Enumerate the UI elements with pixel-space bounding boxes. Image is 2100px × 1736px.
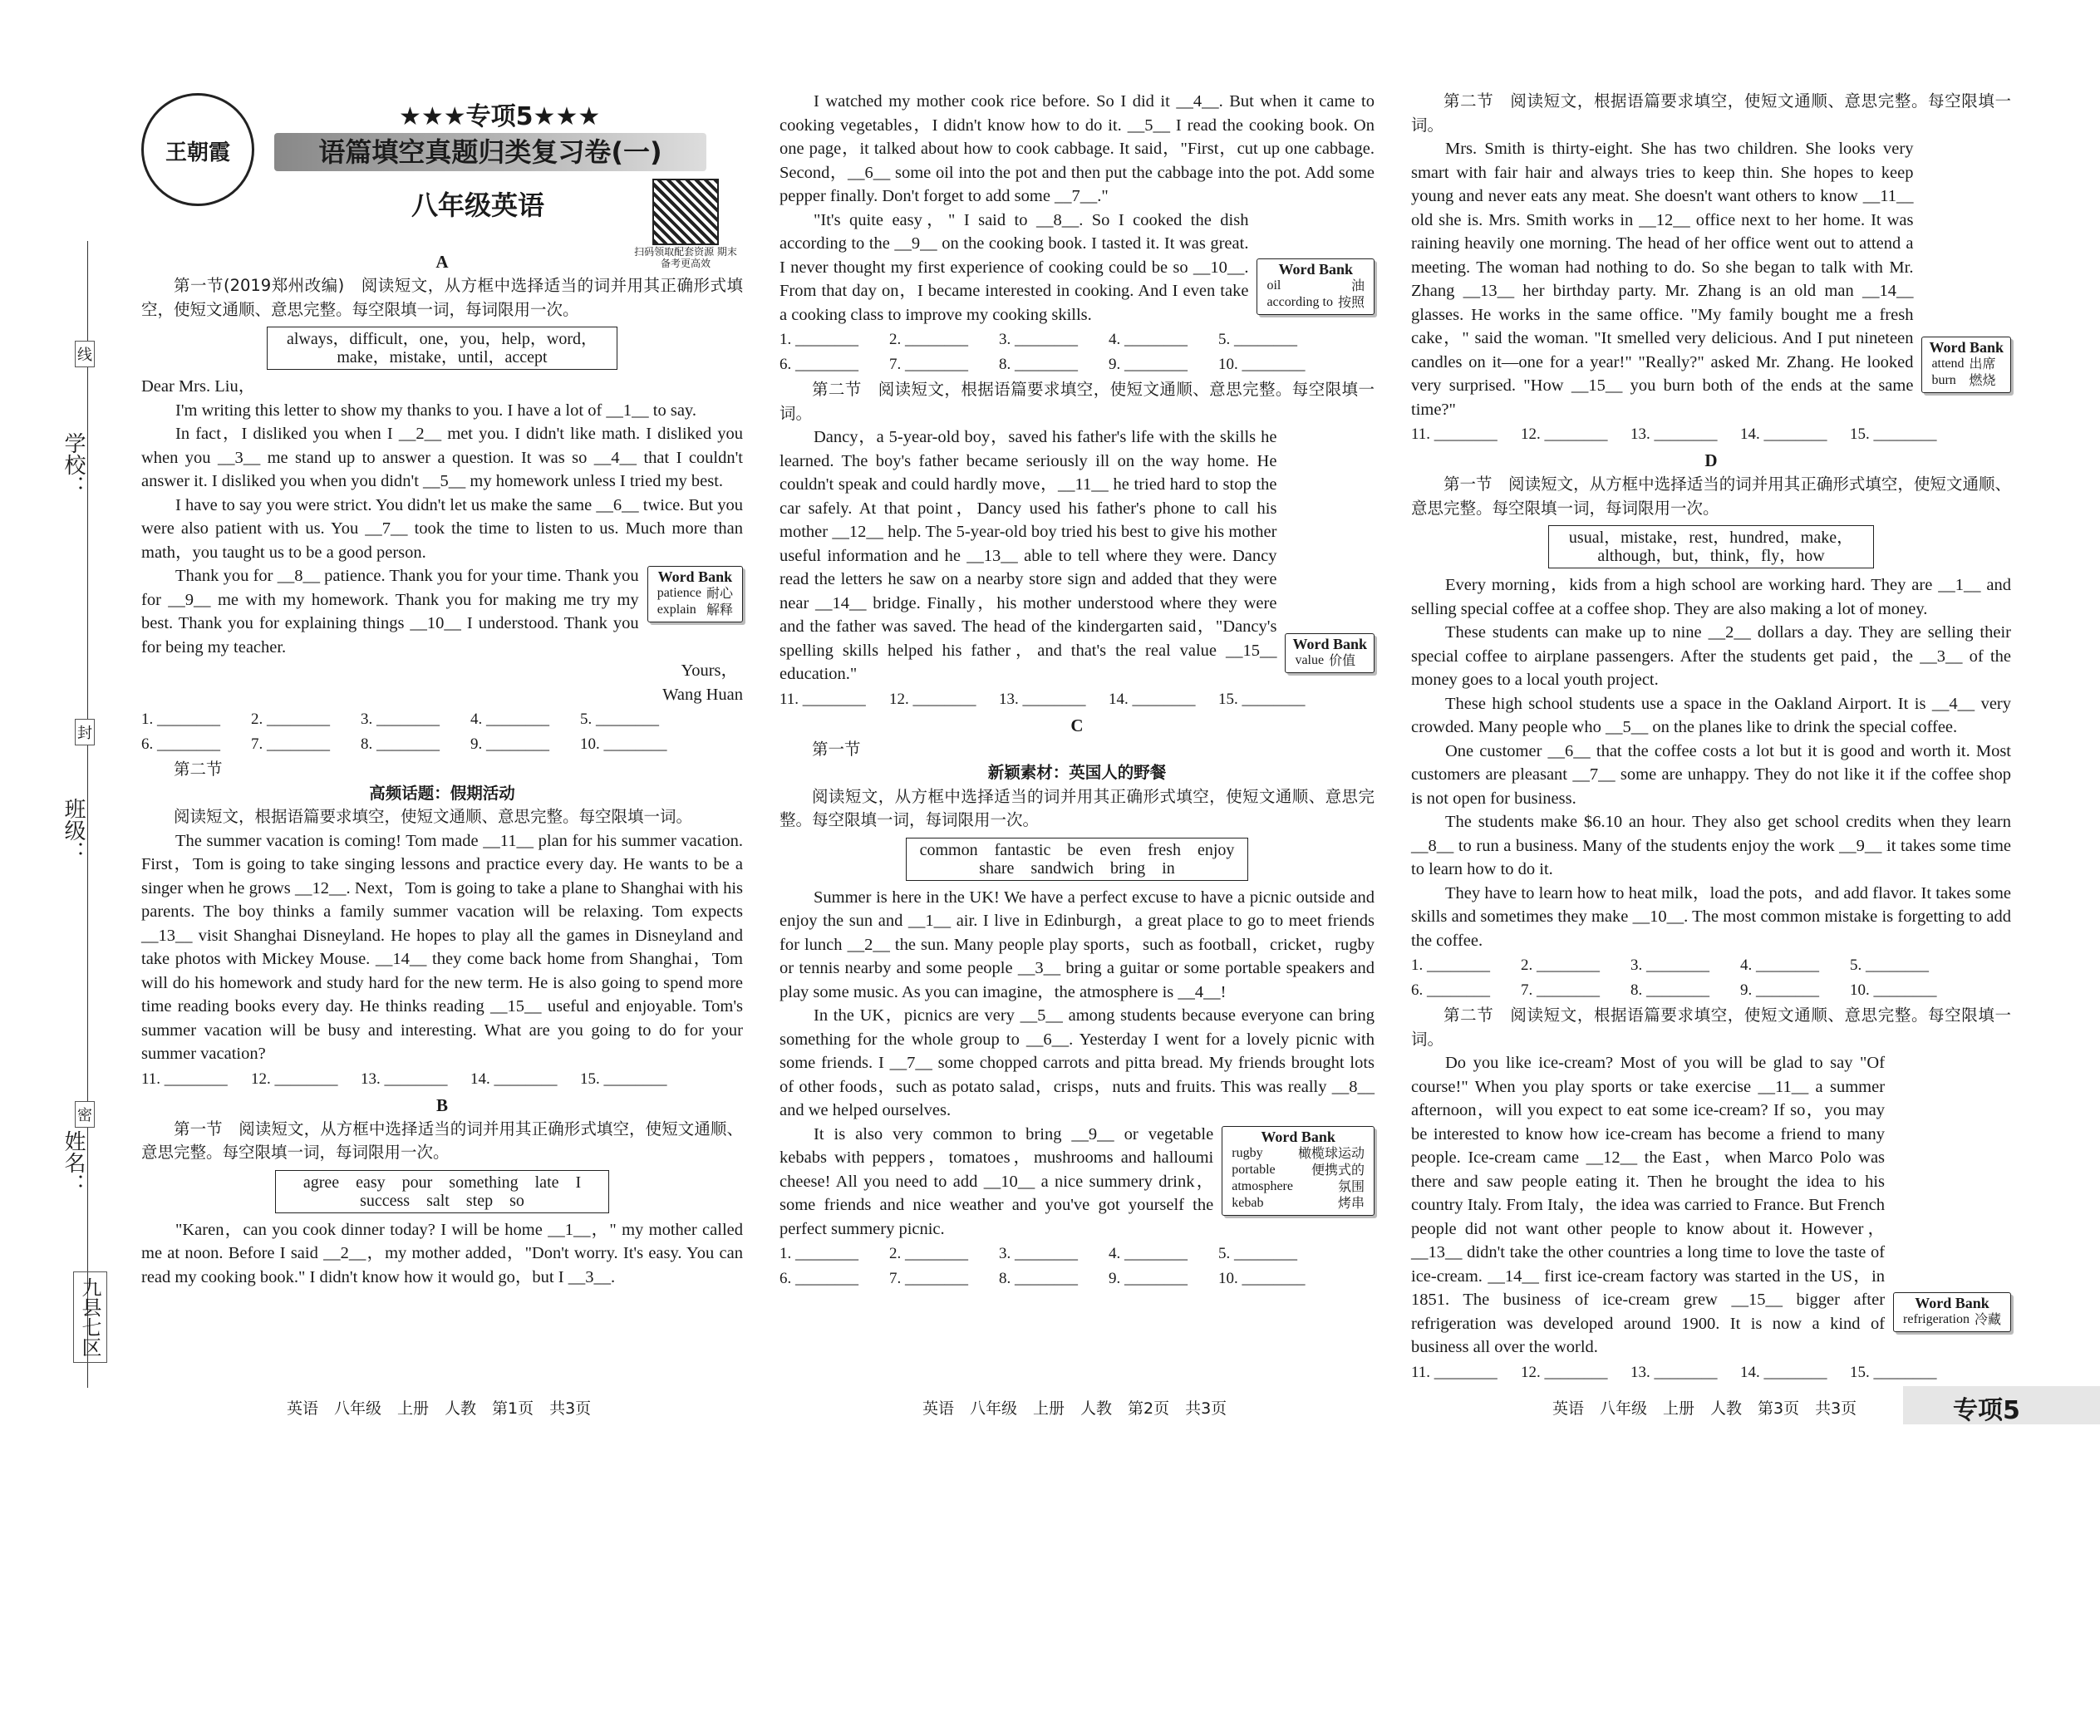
page-footer-2: 英语 八年级 上册 人教 第2页 共3页: [922, 1399, 1227, 1418]
word-bank-term: rugby: [1232, 1145, 1263, 1160]
answer-blank[interactable]: 10. ________: [1218, 356, 1306, 373]
answer-row-6-10[interactable]: [1411, 979, 2011, 1002]
word-bank-c2: [1921, 337, 2011, 393]
section-b2-instructions: 第二节 阅读短文，根据语篇要求填空，使短文通顺、意思完整。每空限填一词。: [780, 380, 1375, 423]
word-bank-meaning: 按照: [1337, 293, 1365, 310]
answer-blank[interactable]: 1. ________: [1411, 957, 1490, 974]
answer-row-11-15[interactable]: [780, 688, 1375, 711]
letter-paragraph: In fact，I disliked you when I __2__ met you. I didn't like math. I disliked you when you __3__ me stand up to answer a question. It was so __4__ that I couldn't answer it. I disliked you when you didn't __5__ my homework unless I tried my best.: [141, 425, 743, 490]
word-bank-title: Word Bank: [1261, 1128, 1335, 1145]
answer-blank[interactable]: 13. ________: [999, 690, 1086, 708]
answer-blank[interactable]: 6. ________: [141, 735, 220, 753]
answer-blank[interactable]: 7. ________: [889, 356, 968, 373]
word-bank-term: burn: [1931, 373, 1956, 387]
section-c2-instructions: 第二节 阅读短文，根据语篇要求填空，使短文通顺、意思完整。每空限填一词。: [1411, 91, 2011, 135]
word-bank-meaning: 便携式的: [1311, 1161, 1365, 1178]
answer-blank[interactable]: 11. ________: [1411, 1363, 1498, 1381]
section-d1-word-box: usual，mistake，rest，hundred，make，although，but，think，fly，how: [1548, 525, 1874, 568]
letter-paragraph: Thank you for __8__ patience. Thank you for your time. Thank you for __9__ me with my homework. Thank you for making me try my best. Thank you for explaining things __10__ I understood. Thank you for being my teacher.: [141, 567, 639, 657]
answer-blank[interactable]: 7. ________: [1521, 981, 1600, 999]
answer-blank[interactable]: 13. ________: [1630, 1363, 1718, 1381]
letter-paragraph: I'm writing this letter to show my thanks to you. I have a lot of __1__ to say.: [175, 401, 696, 420]
answer-row-1-5[interactable]: [780, 1242, 1375, 1266]
answer-blank[interactable]: 9. ________: [1109, 1270, 1188, 1287]
column-2: [780, 90, 1375, 1576]
word-bank-d2: [1893, 1292, 2011, 1332]
section-d2-passage: Do you like ice-cream? Most of you will be glad to say "Of course!" When you play sports or take exercise __11__ a summer afternoon，will you expect to eat some ice-cream? If so，you may be interested to know how ice-cream has become a friend to many people. Ice-cream came __12__ the East，when Marco Polo was there and saw people eating it. Then he brought the idea to his country Italy. From Italy，the idea was carried to France. But French people did not want other people to know about it. However，__13__ didn't take the other countries a long time to love the taste of ice-cream. __14__ first ice-cream factory was started in the US，in 1851. The business of ice-cream grew __15__ bigger after refrigeration was developed around 1900. It is now a kind of business all over the world.: [1411, 1054, 1886, 1356]
word-bank-a1: [647, 566, 743, 622]
answer-blank[interactable]: 13. ________: [361, 1070, 448, 1088]
answer-blank[interactable]: 15. ________: [1850, 425, 1937, 443]
qr-code[interactable]: [652, 179, 719, 245]
answer-blank[interactable]: 7. ________: [889, 1270, 968, 1287]
answer-blank[interactable]: 6. ________: [780, 1270, 858, 1287]
answer-blank[interactable]: 5. ________: [1218, 331, 1297, 348]
answer-blank[interactable]: 14. ________: [1109, 690, 1196, 708]
badge-strip: [1903, 1386, 2100, 1424]
answer-blank[interactable]: 3. ________: [1630, 957, 1709, 974]
answer-row-11-15[interactable]: [1411, 1361, 2011, 1384]
word-bank-meaning: 价值: [1329, 652, 1356, 668]
answer-blank[interactable]: 13. ________: [1630, 425, 1718, 443]
answer-blank[interactable]: 15. ________: [580, 1070, 667, 1088]
word-bank-title: Word Bank: [1278, 260, 1353, 278]
section-d-label: D: [1704, 450, 1718, 470]
series-label: ★★★专项5★★★: [399, 102, 601, 131]
section-a2-topic: 高频话题：假期活动: [369, 783, 515, 803]
seal-mark-secret: 密: [75, 1101, 95, 1128]
word-bank-term: according to: [1266, 294, 1333, 309]
word-bank-term: atmosphere: [1232, 1178, 1293, 1193]
word-bank-meaning: 油: [1350, 277, 1365, 293]
word-bank-meaning: 燃烧: [1969, 372, 1996, 388]
letter-closing: Yours，: [681, 661, 738, 680]
section-a1-instructions: 第一节(2019郑州改编) 阅读短文，从方框中选择适当的词并用其正确形式填空，使短文通顺、意思完整。每空限填一词，每词限用一次。: [141, 276, 743, 319]
word-bank-meaning: 橄榄球运动: [1297, 1144, 1365, 1161]
word-bank-b1: [1257, 258, 1375, 315]
answer-blank[interactable]: 5. ________: [1218, 1245, 1297, 1262]
word-bank-term: explain: [657, 602, 696, 617]
section-b-label: B: [435, 1094, 448, 1115]
sheet-subtitle: 八年级英语: [411, 189, 545, 221]
answer-row-6-10[interactable]: [141, 733, 743, 756]
answer-blank[interactable]: 8. ________: [361, 735, 440, 753]
section-a2-label: 第二节: [174, 760, 223, 779]
section-c-topic: 新颖素材：英国人的野餐: [987, 763, 1167, 782]
section-c2-passage: Mrs. Smith is thirty-eight. She has two children. She looks very smart with fair hair and always tries to keep thin. She hopes to keep young and never eats any meat. She doesn't want others to know __11__ old she is. Mrs. Smith works in __12__ office next to her home. It was raining heavily one morning. The head of her office went out to attend a meeting. The woman had nothing to do. So she began to talk with Mr. Zhang __13__ her birthday party. Mr. Zhang is an old man __14__ glasses. He works in the same office. "My family bought me a fresh cake，" said the woman. "It smelled very delicious. And I put nineteen candles on it—one for a year!" "Really?" asked Mr. Zhang. He looked very surprised. "How __15__ you burn both of the ends at the same time?": [1411, 140, 1914, 419]
section-a2-instructions: 阅读短文，根据语篇要求填空，使短文通顺、意思完整。每空限填一词。: [174, 807, 693, 826]
answer-row-1-5[interactable]: [780, 328, 1375, 352]
section-c1-passage: It is also very common to bring __9__ or vegetable kebabs with peppers，tomatoes，mushrooms and halloumi cheese! All you need to add __10__ a nice summery drink，some friends and nice weather and you've got yourself the perfect summery picnic.: [780, 1124, 1214, 1238]
answer-blank[interactable]: 9. ________: [470, 735, 549, 753]
answer-blank[interactable]: 14. ________: [470, 1070, 558, 1088]
word-bank-term: kebab: [1232, 1195, 1264, 1210]
topic-badge: 专项5: [1953, 1396, 2020, 1425]
answer-blank[interactable]: 1. ________: [141, 711, 220, 728]
answer-blank[interactable]: 8. ________: [999, 356, 1078, 373]
sheet-title: 语篇填空真题归类复习卷(一): [318, 136, 662, 168]
publisher-logo: [141, 93, 254, 206]
answer-blank[interactable]: 4. ________: [1109, 331, 1188, 348]
answer-blank[interactable]: 12. ________: [251, 1070, 338, 1088]
section-c-label: C: [1070, 715, 1084, 735]
answer-blank[interactable]: 6. ________: [780, 356, 858, 373]
section-b1-word-box: agree easy pour something late I success salt step so: [275, 1170, 609, 1213]
seal-mark-line: 线: [75, 341, 95, 367]
page-footer-1: 英语 八年级 上册 人教 第1页 共3页: [287, 1399, 592, 1418]
answer-blank[interactable]: 12. ________: [1521, 1363, 1608, 1381]
word-bank-meaning: 耐心: [706, 585, 733, 601]
answer-blank[interactable]: 11. ________: [141, 1070, 228, 1088]
section-d2-instructions: 第二节 阅读短文，根据语篇要求填空，使短文通顺、意思完整。每空限填一词。: [1411, 1006, 2011, 1049]
section-a1-word-box: always，difficult，one，you，help，word，make，mistake，until，accept: [267, 327, 617, 370]
word-bank-term: oil: [1266, 278, 1281, 293]
word-bank-c1: [1222, 1126, 1375, 1216]
word-bank-b2: [1285, 633, 1375, 673]
section-d1-passage: One customer __6__ that the coffee costs a lot but it is good and worth it. Most customers are pleasant __7__ some are unhappy. They do not like it if the coffee shop is not open for business.: [1411, 741, 2011, 808]
word-bank-meaning: 解释: [706, 602, 733, 617]
section-b1-passage: "It's quite easy，" I said to __8__. So I cooked the dish according to the __9__ on the cooking book. I tasted it. It was great. I never thought my first experience of cooking could be so __10__. From that day on，I became interested in cooking. And I even take a cooking class to improve my cooking skills.: [780, 210, 1249, 324]
answer-row-6-10[interactable]: [780, 353, 1375, 376]
section-c1-word-box: common fantastic be even fresh enjoy share sandwich bring in: [906, 838, 1248, 881]
column-1: [141, 249, 743, 1736]
answer-blank[interactable]: 8. ________: [999, 1270, 1078, 1287]
answer-blank[interactable]: 3. ________: [999, 1245, 1078, 1262]
column-3: [1411, 90, 2011, 1576]
answer-blank[interactable]: 4. ________: [470, 711, 549, 728]
answer-blank[interactable]: 14. ________: [1740, 425, 1827, 443]
class-label: 班级：: [61, 798, 86, 863]
answer-blank[interactable]: 5. ________: [580, 711, 659, 728]
word-bank-meaning: 烤串: [1337, 1194, 1365, 1211]
section-b1-passage: I watched my mother cook rice before. So I did it __4__. But when it came to cooking vegetables，I didn't know how to do it. __5__ I read the cooking book. On one page，it talked about how to cook cabbage. It said，"First，cut up one cabbage. Second，__6__ some oil into the pot and then put the cabbage into the pot. Add some pepper finally. Don't forget to add some __7__.": [780, 92, 1375, 205]
section-d1-passage: These students can make up to nine __2__ dollars a day. They are selling their special coffee to airplane passengers. After the students get paid，the __3__ of the money goes to a local youth project.: [1411, 623, 2011, 689]
answer-row-11-15[interactable]: [141, 1068, 743, 1091]
section-d1-passage: They have to learn how to heat milk，load the pots，and add flavor. It takes some skills and sometimes they make __10__. The most common mistake is forgetting to add the coffee.: [1411, 883, 2011, 950]
word-bank-title: Word Bank: [657, 568, 733, 585]
letter-signature: Wang Huan: [662, 685, 743, 704]
name-label: 姓名：: [61, 1130, 86, 1195]
answer-row-6-10[interactable]: [780, 1267, 1375, 1291]
section-c1-passage: Summer is here in the UK! We have a perfect excuse to have a picnic outside and enjoy the sun and __1__ air. I live in Edinburgh，a great place to go to meet friends for lunch __2__ the sun. Many people play sports，such as football，cricket，rugby or tennis nearby and some people __3__ bring a guitar or some portable speakers and play some music. As you can imagine，the atmosphere is __4__!: [780, 888, 1375, 1001]
answer-blank[interactable]: 12. ________: [889, 690, 976, 708]
section-c1-instructions: 阅读短文，从方框中选择适当的词并用其正确形式填空，使短文通顺、意思完整。每空限填一词，每词限用一次。: [780, 786, 1375, 829]
answer-row-11-15[interactable]: [1411, 423, 2011, 446]
answer-blank[interactable]: 10. ________: [1850, 981, 1937, 999]
word-bank-term: attend: [1931, 357, 1965, 371]
answer-blank[interactable]: 9. ________: [1109, 356, 1188, 373]
word-bank-meaning: 冷藏: [1974, 1311, 2001, 1327]
answer-blank[interactable]: 7. ________: [251, 735, 330, 753]
section-d1-passage: Every morning，kids from a high school are working hard. They are __1__ and selling special coffee at a coffee shop. They are also making a lot of money.: [1411, 576, 2011, 618]
answer-blank[interactable]: 1. ________: [780, 1245, 858, 1262]
section-d1-instructions: 第一节 阅读短文，从方框中选择适当的词并用其正确形式填空，使短文通顺、意思完整。每空限填一词，每词限用一次。: [1411, 475, 2011, 518]
answer-row-1-5[interactable]: [1411, 954, 2011, 977]
word-bank-term: value: [1295, 653, 1325, 667]
answer-blank[interactable]: 2. ________: [889, 1245, 968, 1262]
word-bank-term: portable: [1232, 1162, 1276, 1177]
word-bank-meaning: 出席: [1969, 356, 1996, 371]
section-b1-passage: "Karen，can you cook dinner today? I will be home __1__，" my mother called me at noon. Before I said __2__，my mother added，"Don't worry. It's easy. You can read my cooking book." I didn't know how it would go，but I __3__.: [141, 1220, 743, 1286]
logo-text: 王朝霞: [165, 140, 230, 165]
answer-blank[interactable]: 10. ________: [1218, 1270, 1306, 1287]
seal-mark-seal: 封: [75, 719, 95, 745]
page-footer-3: 英语 八年级 上册 人教 第3页 共3页: [1552, 1399, 1857, 1418]
answer-blank[interactable]: 9. ________: [1740, 981, 1819, 999]
answer-blank[interactable]: 2. ________: [251, 711, 330, 728]
answer-blank[interactable]: 6. ________: [1411, 981, 1490, 999]
qr-caption: 扫码领取配套资源 期末备考更高效: [634, 246, 737, 269]
answer-blank[interactable]: 15. ________: [1850, 1363, 1937, 1381]
answer-blank[interactable]: 12. ________: [1521, 425, 1608, 443]
answer-blank[interactable]: 5. ________: [1850, 957, 1929, 974]
school-label: 学校：: [61, 432, 86, 497]
answer-blank[interactable]: 3. ________: [361, 711, 440, 728]
answer-blank[interactable]: 8. ________: [1630, 981, 1709, 999]
section-a-label: A: [435, 252, 449, 272]
answer-blank[interactable]: 2. ________: [889, 331, 968, 348]
word-bank-title: Word Bank: [1929, 339, 2004, 356]
section-b1-instructions: 第一节 阅读短文，从方框中选择适当的词并用其正确形式填空，使短文通顺、意思完整。每空限填一词，每词限用一次。: [141, 1119, 743, 1162]
letter-paragraph: I have to say you were strict. You didn't let us make the same __6__ twice. But you were also patient with us. You __7__ took the time to listen to us. Much more than math，you taught us to be a good person.: [141, 495, 743, 562]
answer-blank[interactable]: 4. ________: [1740, 957, 1819, 974]
word-bank-term: patience: [657, 586, 701, 600]
answer-blank[interactable]: 14. ________: [1740, 1363, 1827, 1381]
binding-strip: [0, 0, 133, 1487]
answer-row-1-5[interactable]: [141, 708, 743, 731]
letter-greeting: Dear Mrs. Liu，: [141, 377, 256, 396]
answer-blank[interactable]: 2. ________: [1521, 957, 1600, 974]
section-c1-passage: In the UK，picnics are very __5__ among students because everyone can bring something for the whole group to __6__. Yesterday I went for a lovely picnic with some friends. I __7__ some chopped carrots and pitta bread. My friends brought lots of other foods，such as potato salad，crisps，nuts and fruits. This was really __8__ and we helped ourselves.: [780, 1006, 1375, 1119]
section-b2-passage: Dancy，a 5-year-old boy，saved his father's life with the skills he learned. The boy's father became seriously ill on the way home. He couldn't speak and could hardly move，__11__ he tried hard to stop the car safely. At that point，Dancy used his father's phone to call his mother __12__ help. The 5-year-old boy tried his best to give his mother useful information and he __13__ able to tell where they were. Dancy read the letters he saw on a nearby store sign and added that they were near __14__ bridge. Finally，his mother understood where they were and the father was saved. The head of the kindergarten said，"Dancy's spelling skills helped his father，and that's the real value __15__ education.": [780, 428, 1277, 683]
title-banner: [274, 133, 706, 171]
answer-blank[interactable]: 11. ________: [1411, 425, 1498, 443]
answer-blank[interactable]: 3. ________: [999, 331, 1078, 348]
region-label: 九县七区: [73, 1271, 107, 1363]
answer-blank[interactable]: 11. ________: [780, 690, 866, 708]
answer-blank[interactable]: 4. ________: [1109, 1245, 1188, 1262]
answer-blank[interactable]: 15. ________: [1218, 690, 1306, 708]
word-bank-title: Word Bank: [1292, 636, 1367, 652]
section-c1-label: 第一节: [812, 739, 861, 759]
word-bank-title: Word Bank: [1915, 1295, 1989, 1311]
section-d1-passage: The students make $6.10 an hour. They also get school credits when they learn __8__ to run a business. Many of the students enjoy the work __9__ it takes some time to learn how to do it.: [1411, 813, 2011, 878]
answer-blank[interactable]: 1. ________: [780, 331, 858, 348]
answer-blank[interactable]: 10. ________: [580, 735, 667, 753]
word-bank-term: refrigeration: [1903, 1312, 1970, 1326]
section-a2-passage: The summer vacation is coming! Tom made __11__ plan for his summer vacation. First，Tom is going to take singing lessons and practice every day. He wants to be a singer when he grows __12__. Next，Tom is going to take a plane to Shanghai with his parents. The boy thinks a family summer vacation will be relaxing. Tom expects __13__ visit Shanghai Disneyland. He hopes to play all the games in Disneyland and take photos with Mickey Mouse. __14__ they come back home from Shanghai，Tom will do his homework and study hard for the new term. He is also going to spend more time reading books every day. He thinks reading __15__ useful and enjoyable. Tom's summer vacation will be busy and interesting. What are you going to do for your summer vacation?: [141, 831, 743, 1063]
section-d1-passage: These high school students use a space in the Oakland Airport. It is __4__ very crowded. Many people who __5__ on the planes like to drink the special coffee.: [1411, 694, 2011, 736]
word-bank-meaning: 氛围: [1337, 1178, 1365, 1194]
